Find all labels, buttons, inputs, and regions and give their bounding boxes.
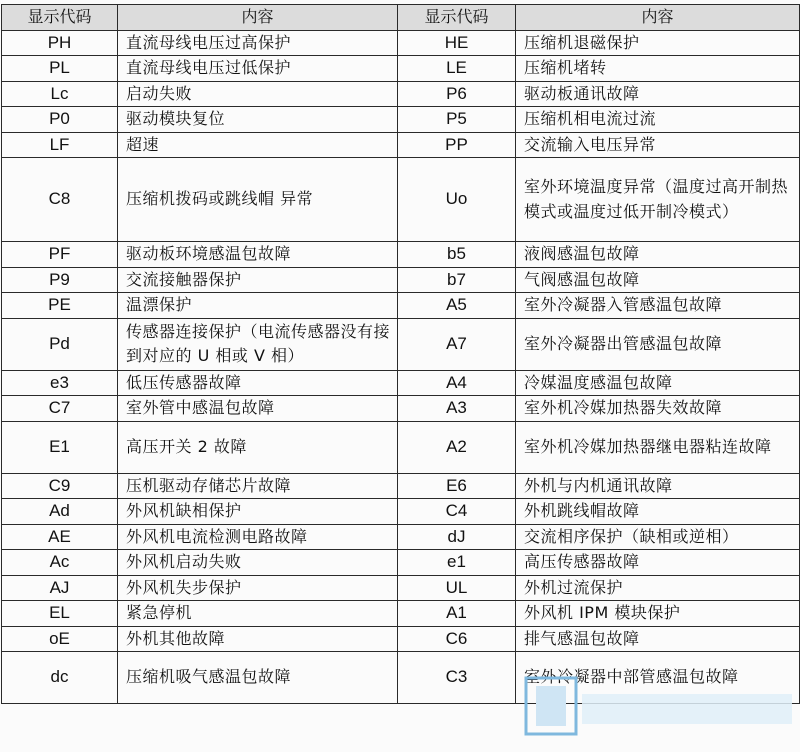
error-code-right: A1 [398, 601, 516, 627]
table-row [2, 107, 800, 133]
error-code-right: PP [398, 132, 516, 158]
error-code-right: Uo [398, 158, 516, 242]
error-code-right: UL [398, 575, 516, 601]
table-row [2, 81, 800, 107]
error-code-left: e3 [2, 370, 118, 396]
error-code-left: P0 [2, 107, 118, 133]
description-left: 外机其他故障 [118, 626, 398, 652]
table-row [2, 575, 800, 601]
table-row [2, 56, 800, 82]
error-code-left: PL [2, 56, 118, 82]
description-left: 外风机电流检测电路故障 [118, 524, 398, 550]
error-code-right: P5 [398, 107, 516, 133]
error-code-left: LF [2, 132, 118, 158]
error-code-left: Lc [2, 81, 118, 107]
description-right: 交流相序保护（缺相或逆相） [516, 524, 800, 550]
description-left: 外风机失步保护 [118, 575, 398, 601]
error-code-right: dJ [398, 524, 516, 550]
description-left: 温漂保护 [118, 293, 398, 319]
error-code-right: C6 [398, 626, 516, 652]
description-right: 外机跳线帽故障 [516, 499, 800, 525]
table-row [2, 242, 800, 268]
description-left: 交流接触器保护 [118, 267, 398, 293]
error-code-left: PE [2, 293, 118, 319]
table-row [2, 158, 800, 242]
description-right: 外机与内机通讯故障 [516, 473, 800, 499]
error-code-right: LE [398, 56, 516, 82]
description-left: 外风机启动失败 [118, 550, 398, 576]
header-code-right: 显示代码 [398, 5, 516, 31]
error-code-right: C4 [398, 499, 516, 525]
description-left: 驱动模块复位 [118, 107, 398, 133]
table-row [2, 318, 800, 370]
table-body [2, 30, 800, 704]
table-row [2, 293, 800, 319]
description-right: 外机过流保护 [516, 575, 800, 601]
description-left: 室外管中感温包故障 [118, 396, 398, 422]
table-row [2, 370, 800, 396]
table-row [2, 601, 800, 627]
error-code-left: P9 [2, 267, 118, 293]
description-left: 传感器连接保护（电流传感器没有接到对应的 U 相或 V 相） [118, 318, 398, 370]
description-left: 驱动板环境感温包故障 [118, 242, 398, 268]
table-row [2, 421, 800, 473]
description-right: 室外冷凝器出管感温包故障 [516, 318, 800, 370]
error-code-left: PF [2, 242, 118, 268]
error-code-left: dc [2, 652, 118, 704]
description-right: 外风机 IPM 模块保护 [516, 601, 800, 627]
description-right: 冷媒温度感温包故障 [516, 370, 800, 396]
error-code-right: E6 [398, 473, 516, 499]
description-left: 高压开关 2 故障 [118, 421, 398, 473]
table-row [2, 550, 800, 576]
description-left: 低压传感器故障 [118, 370, 398, 396]
table-row [2, 396, 800, 422]
error-code-table [1, 4, 800, 704]
table-row [2, 473, 800, 499]
error-code-left: PH [2, 30, 118, 56]
error-code-right: C3 [398, 652, 516, 704]
description-right: 压缩机堵转 [516, 56, 800, 82]
table-row [2, 267, 800, 293]
error-code-right: A2 [398, 421, 516, 473]
description-left: 超速 [118, 132, 398, 158]
description-right: 室外机冷媒加热器继电器粘连故障 [516, 421, 800, 473]
description-left: 压缩机拨码或跳线帽 异常 [118, 158, 398, 242]
error-code-left: C8 [2, 158, 118, 242]
description-right: 排气感温包故障 [516, 626, 800, 652]
description-left: 直流母线电压过高保护 [118, 30, 398, 56]
description-left: 压机驱动存储芯片故障 [118, 473, 398, 499]
error-code-right: A3 [398, 396, 516, 422]
error-code-right: A4 [398, 370, 516, 396]
table-row [2, 499, 800, 525]
description-right: 室外冷凝器入管感温包故障 [516, 293, 800, 319]
error-code-left: Ac [2, 550, 118, 576]
error-code-left: C7 [2, 396, 118, 422]
header-content-right: 内容 [516, 5, 800, 31]
description-left: 启动失败 [118, 81, 398, 107]
description-right: 交流输入电压异常 [516, 132, 800, 158]
error-code-left: Ad [2, 499, 118, 525]
table-row [2, 30, 800, 56]
error-code-left: C9 [2, 473, 118, 499]
header-code-left: 显示代码 [2, 5, 118, 31]
header-content-left: 内容 [118, 5, 398, 31]
description-right: 室外冷凝器中部管感温包故障 [516, 652, 800, 704]
error-code-left: E1 [2, 421, 118, 473]
error-code-left: Pd [2, 318, 118, 370]
description-left: 紧急停机 [118, 601, 398, 627]
table-row [2, 652, 800, 704]
description-left: 直流母线电压过低保护 [118, 56, 398, 82]
table-row [2, 524, 800, 550]
error-code-right: P6 [398, 81, 516, 107]
description-right: 气阀感温包故障 [516, 267, 800, 293]
error-code-left: EL [2, 601, 118, 627]
error-code-left: oE [2, 626, 118, 652]
table-row [2, 132, 800, 158]
error-code-right: A7 [398, 318, 516, 370]
description-left: 压缩机吸气感温包故障 [118, 652, 398, 704]
description-left: 外风机缺相保护 [118, 499, 398, 525]
table-row [2, 626, 800, 652]
description-right: 驱动板通讯故障 [516, 81, 800, 107]
error-code-right: e1 [398, 550, 516, 576]
description-right: 高压传感器故障 [516, 550, 800, 576]
error-code-right: b7 [398, 267, 516, 293]
description-right: 液阀感温包故障 [516, 242, 800, 268]
error-code-left: AJ [2, 575, 118, 601]
description-right: 室外环境温度异常（温度过高开制热模式或温度过低开制冷模式） [516, 158, 800, 242]
error-code-right: A5 [398, 293, 516, 319]
description-right: 压缩机退磁保护 [516, 30, 800, 56]
error-code-left: AE [2, 524, 118, 550]
description-right: 压缩机相电流过流 [516, 107, 800, 133]
table-header-row [2, 5, 800, 31]
error-code-right: b5 [398, 242, 516, 268]
description-right: 室外机冷媒加热器失效故障 [516, 396, 800, 422]
error-code-right: HE [398, 30, 516, 56]
